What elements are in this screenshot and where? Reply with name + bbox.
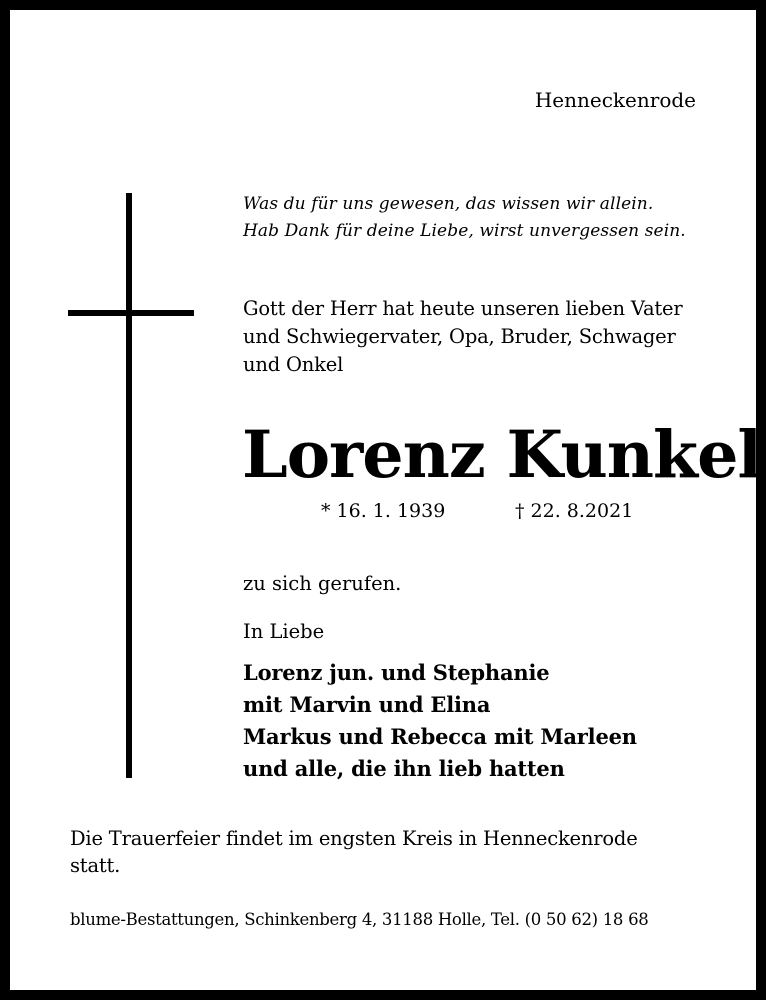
ceremony-info (70, 825, 638, 879)
ceremony-line: Die Trauerfeier findet im engsten Kreis in Henneckenrode (70, 827, 638, 850)
mourner-line: Markus und Rebecca mit Marleen (243, 724, 637, 749)
birth-date: * 16. 1. 1939 (321, 500, 446, 522)
quote-line: Hab Dank für deine Liebe, wirst unvergessen sein. (243, 221, 686, 241)
ceremony-line: statt. (70, 854, 121, 877)
cross-vertical-bar (126, 193, 132, 778)
intro-line: und Schwiegervater, Opa, Bruder, Schwager (243, 325, 676, 348)
death-date: † 22. 8.2021 (515, 500, 634, 522)
called-text: zu sich gerufen. (243, 572, 402, 595)
deceased-name: Lorenz Kunkel (242, 417, 762, 493)
intro-line: Gott der Herr hat heute unseren lieben Vater (243, 297, 683, 320)
mourner-line: und alle, die ihn lieb hatten (243, 756, 565, 781)
cross-horizontal-bar (68, 310, 194, 316)
location-heading: Henneckenrode (534, 88, 696, 112)
intro-line: und Onkel (243, 353, 344, 376)
memorial-quote (243, 191, 686, 245)
mourners-list (243, 657, 637, 785)
in-love-text: In Liebe (243, 620, 325, 643)
mourner-line: Lorenz jun. und Stephanie (243, 660, 550, 685)
undertaker-contact: blume-Bestattungen, Schinkenberg 4, 31188 Holle, Tel. (0 50 62) 18 68 (70, 910, 649, 929)
quote-line: Was du für uns gewesen, das wissen wir allein. (243, 194, 654, 214)
intro-text (243, 295, 682, 379)
mourner-line: mit Marvin und Elina (243, 692, 491, 717)
